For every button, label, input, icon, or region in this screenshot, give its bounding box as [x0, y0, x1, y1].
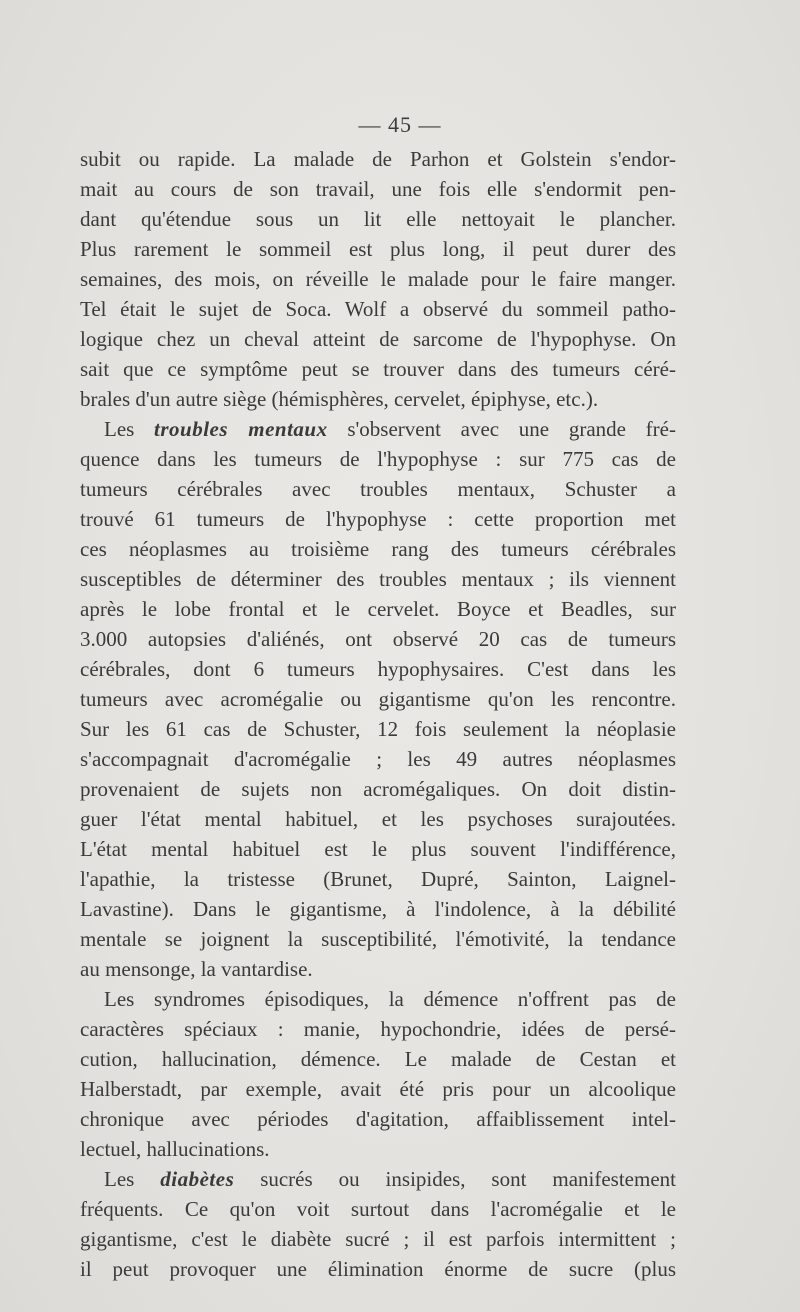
text-line: mentale se joignent la susceptibilité, l'émotivité, la tendance [80, 927, 676, 951]
emphasized-term: diabètes [160, 1167, 235, 1191]
text-line: caractères spéciaux : manie, hypochondrie, idées de persé- [80, 1017, 676, 1041]
text-line: Plus rarement le sommeil est plus long, il peut durer des [80, 237, 676, 261]
text-line: Halberstadt, par exemple, avait été pris pour un alcoolique [80, 1077, 676, 1101]
text-line: susceptibles de déterminer des troubles mentaux ; ils viennent [80, 567, 676, 591]
text-line: Lavastine). Dans le gigantisme, à l'indolence, à la débilité [80, 897, 676, 921]
text-line: lectuel, hallucinations. [80, 1137, 270, 1161]
text-line: cérébrales, dont 6 tumeurs hypophysaires. C'est dans les [80, 657, 676, 681]
text-line: Tel était le sujet de Soca. Wolf a observé du sommeil patho- [80, 297, 676, 321]
text-fragment: sucrés ou insipides, sont manifestement [234, 1167, 676, 1191]
text-line: logique chez un cheval atteint de sarcome de l'hypophyse. On [80, 327, 676, 351]
text-line: provenaient de sujets non acromégaliques. On doit distin- [80, 777, 676, 801]
text-line: dant qu'étendue sous un lit elle nettoyait le plancher. [80, 207, 676, 231]
text-line: sait que ce symptôme peut se trouver dans des tumeurs céré- [80, 357, 676, 381]
text-fragment: Les [104, 1167, 161, 1191]
text-line: tumeurs cérébrales avec troubles mentaux, Schuster a [80, 477, 676, 501]
page-number: — 45 — [358, 112, 442, 137]
text-line: semaines, des mois, on réveille le malade pour le faire manger. [80, 267, 676, 291]
text-line: fréquents. Ce qu'on voit surtout dans l'acromégalie et le [80, 1197, 676, 1221]
text-line: tumeurs avec acromégalie ou gigantisme qu'on les rencontre. [80, 687, 676, 711]
text-line: ces néoplasmes au troisième rang des tumeurs cérébrales [80, 537, 676, 561]
text-line: quence dans les tumeurs de l'hypophyse : sur 775 cas de [80, 447, 676, 471]
text-line: gigantisme, c'est le diabète sucré ; il est parfois intermittent ; [80, 1227, 676, 1251]
emphasized-term: troubles mentaux [154, 417, 328, 441]
text-line: cution, hallucination, démence. Le malade de Cestan et [80, 1047, 676, 1071]
text-line: après le lobe frontal et le cervelet. Boyce et Beadles, sur [80, 597, 676, 621]
text-fragment: Les [104, 417, 155, 441]
text-line: Les syndromes épisodiques, la démence n'offrent pas de [104, 987, 676, 1011]
text-line: trouvé 61 tumeurs de l'hypophyse : cette proportion met [80, 507, 676, 531]
text-line: Sur les 61 cas de Schuster, 12 fois seulement la néoplasie [80, 717, 676, 741]
body-text [80, 144, 676, 1284]
text-fragment: s'observent avec une grande fré- [327, 417, 676, 441]
text-line [80, 1164, 676, 1194]
text-line: mait au cours de son travail, une fois elle s'endormit pen- [80, 177, 676, 201]
text-line: brales d'un autre siège (hémisphères, cervelet, épiphyse, etc.). [80, 387, 599, 411]
text-line: subit ou rapide. La malade de Parhon et Golstein s'endor- [80, 147, 676, 171]
text-line: au mensonge, la vantardise. [80, 957, 313, 981]
text-line: guer l'état mental habituel, et les psychoses surajoutées. [80, 807, 676, 831]
text-line: 3.000 autopsies d'aliénés, ont observé 20 cas de tumeurs [80, 627, 676, 651]
text-line [80, 414, 676, 444]
text-line: chronique avec périodes d'agitation, affaiblissement intel- [80, 1107, 676, 1131]
text-line: il peut provoquer une élimination énorme de sucre (plus [80, 1257, 676, 1281]
text-line: s'accompagnait d'acromégalie ; les 49 autres néoplasmes [80, 747, 676, 771]
text-line: L'état mental habituel est le plus souvent l'indifférence, [80, 837, 676, 861]
text-line: l'apathie, la tristesse (Brunet, Dupré, Sainton, Laignel- [80, 867, 676, 891]
